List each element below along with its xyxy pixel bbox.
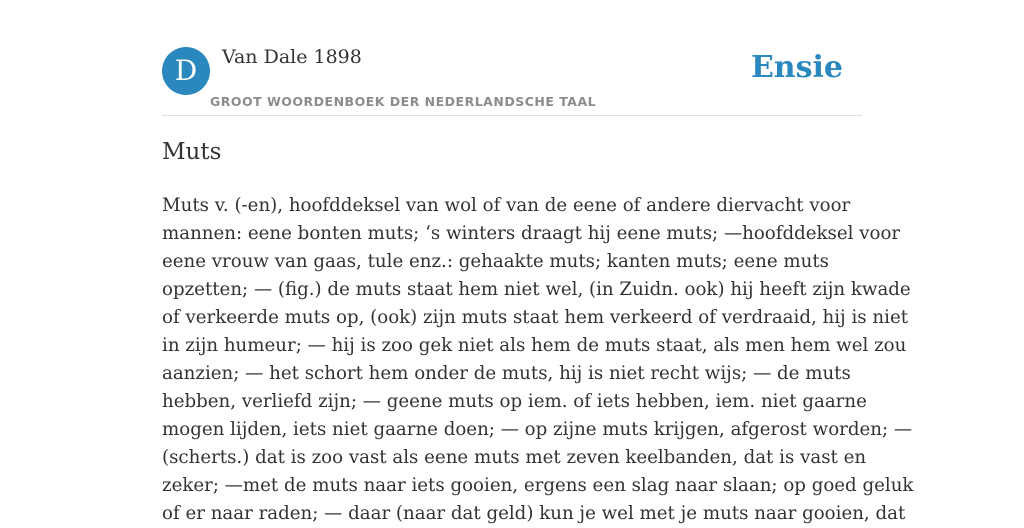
definition-line: Muts v. (-en), hoofddeksel van wol of van de eene of andere diervacht voor — [162, 195, 851, 216]
definition-line: opzetten; — (fig.) de muts staat hem niet wel, (in Zuidn. ook) hij heeft zijn kwade — [162, 279, 911, 300]
entry-definition — [162, 192, 914, 528]
brand-logo[interactable]: Ensie — [750, 50, 843, 85]
definition-line: of er naar raden; — daar (naar dat geld) kun je wel met je muts naar gooien, dat — [162, 503, 906, 524]
definition-line: mannen: eene bonten muts; ‘s winters draagt hij eene muts; —hoofddeksel voor — [162, 223, 901, 244]
definition-line: zeker; —met de muts naar iets gooien, ergens een slag naar slaan; op goed geluk — [162, 475, 914, 496]
definition-line: in zijn humeur; — hij is zoo gek niet als hem de muts staat, als men hem wel zou — [162, 335, 907, 356]
source-subtitle: GROOT WOORDENBOEK DER NEDERLANDSCHE TAAL — [210, 94, 597, 109]
definition-line: hebben, verliefd zijn; — geene muts op iem. of iets hebben, iem. niet gaarne — [162, 391, 867, 412]
definition-line: aanzien; — het schort hem onder de muts, hij is niet recht wijs; — de muts — [162, 363, 851, 384]
header-divider — [162, 115, 862, 116]
dictionary-avatar[interactable]: D — [162, 47, 210, 95]
source-title[interactable]: Van Dale 1898 — [222, 46, 362, 68]
definition-line: eene vrouw van gaas, tule enz.: gehaakte muts; kanten muts; eene muts — [162, 251, 829, 272]
definition-line: mogen lijden, iets niet gaarne doen; — op zijne muts krijgen, afgerost worden; — — [162, 419, 913, 440]
definition-line: (scherts.) dat is zoo vast als eene muts met zeven keelbanden, dat is vast en — [162, 447, 867, 468]
entry-headword: Muts — [162, 139, 222, 165]
definition-line: of verkeerde muts op, (ook) zijn muts staat hem verkeerd of verdraaid, hij is niet — [162, 307, 909, 328]
